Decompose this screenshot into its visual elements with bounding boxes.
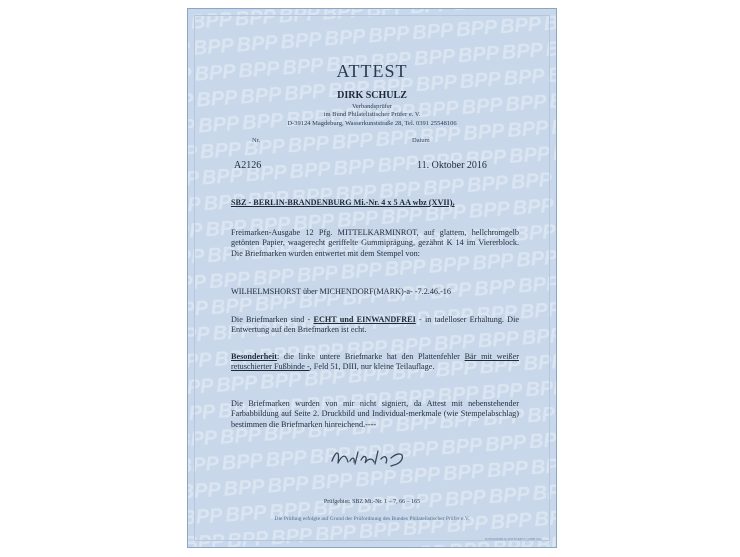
description-paragraph: Freimarken-Ausgabe 12 Pfg. MITTELKARMINROT, auf glattem, hellchromgelb getönten Papier, waagerecht geriffelte Gummiprägung, gezähnt K 14 im Viererblock. Die Briefmarken wurden entwertet mit dem Stempel von:: [231, 228, 519, 258]
special-feature-label: Besonderheit: [231, 352, 277, 361]
testing-scope: Prüfgebiet: SBZ Mi.-Nr. 1 – 7, 66 – 165: [323, 499, 421, 505]
handwritten-signature: [328, 446, 423, 470]
cancellation-paragraph: WILHELMSHORST über MICHENDORF(MARK)-a- -7.2.46.-16: [231, 287, 451, 296]
authenticity-text-c: - in tadelloser Erhaltung. Die Entwertung auf den Briefmarken ist echt.: [231, 315, 520, 335]
certificate-number: A2126: [234, 160, 262, 171]
special-feature-text-b: : die linke untere Briefmarke hat den Plattenfehler: [276, 352, 465, 361]
signature-note-paragraph: Die Briefmarken wurden von mir nicht signiert, da Attest mit nebenstehender Farbabbildung auf Seite 2. Druckbild und Individual-merkmale (wie Stempelabschlag) bestimmen die Briefmarken hinreichend.----: [231, 399, 519, 429]
certificate-date: 11. Oktober 2016: [417, 160, 487, 171]
certificate-content: [188, 9, 556, 547]
datum-label: Datum: [412, 137, 430, 144]
issuer-name: DIRK SCHULZ: [337, 90, 407, 101]
issuer-address: D-39124 Magdeburg, Wasserkunststraße 28, Tel. 0391 25548106: [287, 120, 457, 127]
certificate: [187, 8, 557, 548]
authenticity-paragraph: [231, 315, 519, 336]
issuer-role: Verbandsprüfer: [351, 103, 393, 110]
document-title: ATTEST: [336, 61, 408, 81]
authenticity-text-a: Die Briefmarken sind -: [231, 315, 314, 324]
testing-regulation-note: Die Prüfung erfolgte auf Grund der Prüfordnung des Bundes Philatelistischer Prüfer e.V.: [274, 516, 470, 522]
issuer-association: im Bund Philatelistischer Prüfer e. V.: [323, 111, 421, 118]
stamp-heading: SBZ - BERLIN-BRANDENBURG Mi.-Nr. 4 x 5 AA wbz (XVII),: [231, 198, 455, 207]
special-feature-paragraph: [231, 352, 519, 373]
plate-flaw: Bär mit weißer retuschierter Fußbinde -: [231, 352, 519, 372]
authenticity-verdict: ECHT und EINWANDFREI: [313, 315, 416, 324]
printer-imprint: SCHWANDER & SEITENRENT-GMBH 1965: [484, 537, 542, 541]
nr-label: Nr.: [252, 137, 261, 144]
special-feature-text-d: , Feld 51, DIII, nur kleine Teilauflage.: [309, 362, 435, 372]
